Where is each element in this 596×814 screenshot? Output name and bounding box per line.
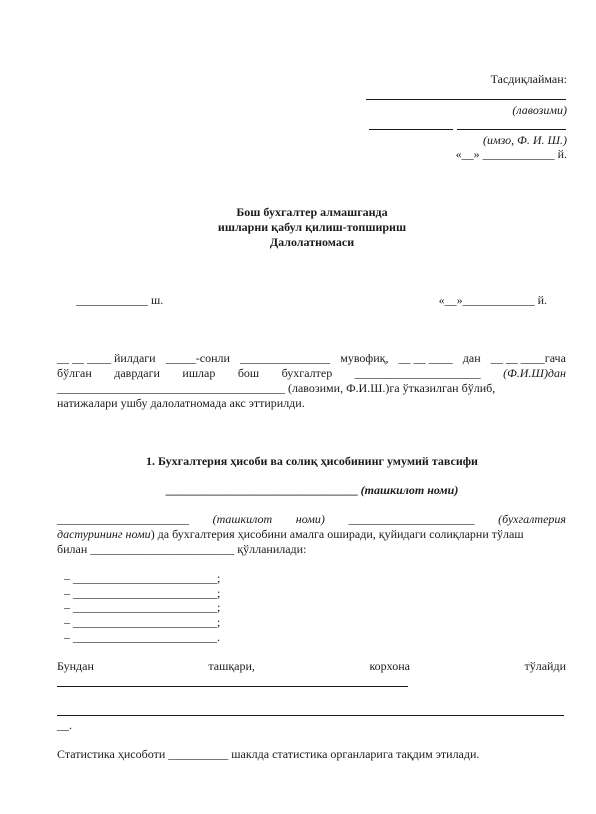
intro-line-1: __ __ ____ йилдаги _____-сонли _______________ мувофиқ, __ __ ____ дан __ __ ____гача [57,351,566,365]
approval-sign-label: (имзо, Ф. И. Ш.) [482,133,567,147]
tax-list-item: – ________________________; [64,571,221,585]
approval-date: «__» ____________ й. [455,147,567,161]
besides-blank-line-2 [57,715,564,716]
document-heading-line3: Далолатномаси [269,235,355,249]
intro-line-2: бўлган даврдаги ишлар бош бухгалтер _____________________ (Ф.И.Ш)дан [57,366,566,380]
tax-list-item: – ________________________; [64,615,221,629]
approval-position-line [366,99,566,100]
approval-signature-line [369,129,453,130]
tax-list-item: – ________________________; [64,586,221,600]
besides-blank-line [57,686,408,687]
organization-name-line: ________________________________ (ташкилот номи) [165,483,459,497]
para2-line-3: билан ________________________ қўлланилади: [57,542,307,556]
intro-line-3: ______________________________________ (лавозими, Ф.И.Ш.)га ўтказилган бўлиб, [57,381,496,395]
tax-list-item: – ________________________. [64,630,220,644]
besides-end: __. [57,718,72,732]
besides-line: Бундан ташқари, корхона тўлайди [57,659,566,673]
document-heading-line1: Бош бухгалтер алмашганда [236,205,388,219]
act-date-field: «__»____________ й. [438,293,547,307]
approval-position-label: (лавозими) [512,103,567,117]
approval-title: Тасдиқлайман: [490,72,567,86]
tax-list-item: – ________________________; [64,600,221,614]
approval-name-line [457,129,566,130]
section-1-title: 1. Бухгалтерия ҳисоби ва солиқ ҳисобининг умумий тавсифи [146,454,478,468]
para2-line-1: ______________________ (ташкилот номи) _____________________ (бухгалтерия [57,512,566,526]
para2-line-2: дастурининг номи) да бухгалтерия ҳисобини амалга оширади, қуйидаги солиқларни тўлаш [57,527,524,541]
place-field: ____________ ш. [76,293,164,307]
statistics-line: Статистика ҳисоботи __________ шаклда статистика органларига тақдим этилади. [57,747,480,761]
document-heading-line2: ишларни қабул қилиш-топшириш [217,220,407,234]
intro-line-4: натижалари ушбу далолатномада акс эттирилди. [57,396,305,410]
